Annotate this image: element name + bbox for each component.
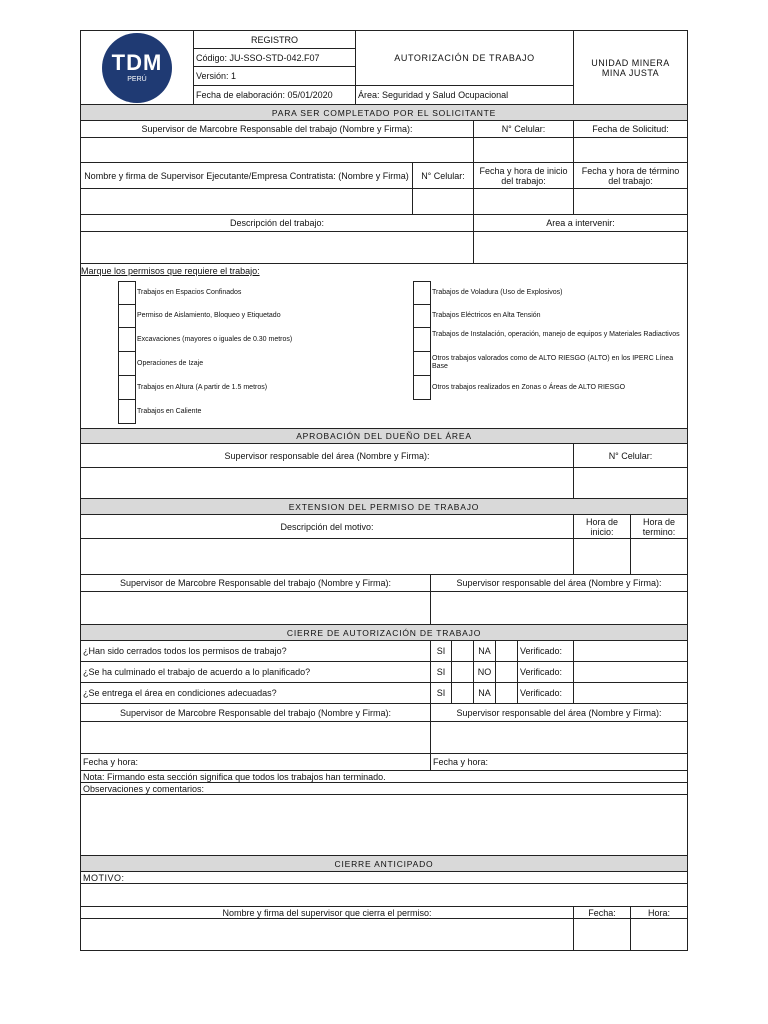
- unidad-line-2: MINA JUSTA: [601, 67, 660, 78]
- celular-input[interactable]: [473, 137, 574, 163]
- cierre-q2-no-label: NO: [473, 661, 496, 683]
- cierre-sup-marcobre-input[interactable]: [80, 721, 431, 754]
- cierre-q2-verificado-label: Verificado:: [517, 661, 574, 683]
- area-intervenir-label: Area a intervenir:: [473, 214, 688, 232]
- unidad-line-1: UNIDAD MINERA: [591, 57, 670, 68]
- aprob-sup-area-label: Supervisor responsable del área (Nombre y Firma):: [80, 443, 574, 468]
- permiso-right-1: Trabajos de Voladura (Uso de Explosivos): [432, 289, 563, 296]
- cierre-q1-verificado-input[interactable]: [573, 640, 688, 662]
- ext-sup-marcobre-label: Supervisor de Marcobre Responsable del trabajo (Nombre y Firma):: [80, 574, 431, 592]
- permisos-box: [80, 263, 688, 429]
- cierre-fecha-hora-1[interactable]: Fecha y hora:: [80, 753, 431, 771]
- logo-cell: [80, 30, 194, 105]
- n-celular-input[interactable]: [412, 188, 474, 215]
- anticipado-fecha-input[interactable]: [573, 918, 631, 951]
- ext-motivo-input[interactable]: [80, 538, 574, 575]
- cierre-question-3: ¿Se entrega el área en condiciones adecuadas?: [80, 682, 431, 704]
- permiso-right-2: Trabajos Eléctricos en Alta Tensión: [432, 312, 541, 319]
- checkbox-otros-alto-riesgo[interactable]: [413, 351, 431, 376]
- permiso-right-5: Otros trabajos realizados en Zonas o Áreas de ALTO RIESGO: [432, 384, 626, 391]
- checkbox-caliente[interactable]: [118, 399, 136, 424]
- descripcion-input[interactable]: [80, 231, 474, 264]
- section-cierre: CIERRE DE AUTORIZACIÓN DE TRABAJO: [80, 624, 688, 641]
- ext-sup-marcobre-input[interactable]: [80, 591, 431, 625]
- area-field: Área: Seguridad y Salud Ocupacional: [355, 85, 574, 105]
- ext-motivo-label: Descripción del motivo:: [80, 514, 574, 539]
- n-celular-label: N° Celular:: [412, 162, 474, 189]
- cierre-q1-si-box[interactable]: [451, 640, 474, 662]
- checkbox-excavaciones[interactable]: [118, 327, 136, 352]
- motivo-label: MOTIVO:: [80, 871, 688, 884]
- sup-ejecutante-input[interactable]: [80, 188, 413, 215]
- logo-subtext: PERÚ: [127, 75, 147, 83]
- fecha-elaboracion-field: Fecha de elaboración: 05/01/2020: [193, 85, 356, 105]
- permiso-left-5: Trabajos en Altura (A partir de 1.5 metros): [137, 384, 268, 391]
- cierre-q1-no-label: NA: [473, 640, 496, 662]
- aprob-celular-input[interactable]: [573, 467, 688, 499]
- unidad-minera-cell: [573, 30, 688, 105]
- checkbox-electricos[interactable]: [413, 304, 431, 328]
- cierre-q2-si-label: SI: [430, 661, 452, 683]
- cierre-q2-no-box[interactable]: [495, 661, 518, 683]
- anticipado-fecha-label: Fecha:: [573, 906, 631, 919]
- permiso-right-3: Trabajos de Instalación, operación, manejo de equipos y Materiales Radiactivos: [432, 331, 680, 338]
- cierre-q2-si-box[interactable]: [451, 661, 474, 683]
- cierre-q1-no-box[interactable]: [495, 640, 518, 662]
- anticipado-hora-input[interactable]: [630, 918, 688, 951]
- ext-hora-termino-input[interactable]: [630, 538, 688, 575]
- aprob-celular-label: N° Celular:: [573, 443, 688, 468]
- anticipado-hora-label: Hora:: [630, 906, 688, 919]
- checkbox-zonas-alto-riesgo[interactable]: [413, 375, 431, 400]
- descripcion-label: Descripción del trabajo:: [80, 214, 474, 232]
- fecha-solicitud-label: Fecha de Solicitud:: [573, 120, 688, 138]
- cierre-q2-verificado-input[interactable]: [573, 661, 688, 683]
- fecha-termino-label: Fecha y hora de término del trabajo:: [573, 162, 688, 189]
- logo-text: TDM: [111, 49, 163, 75]
- sup-marcobre-label: Supervisor de Marcobre Responsable del trabajo (Nombre y Firma):: [80, 120, 474, 138]
- fecha-inicio-label: Fecha y hora de inicio del trabajo:: [473, 162, 574, 189]
- motivo-input[interactable]: [80, 883, 688, 907]
- cierre-sup-marcobre-label: Supervisor de Marcobre Responsable del trabajo (Nombre y Firma):: [80, 703, 431, 722]
- celular-label: N° Celular:: [473, 120, 574, 138]
- section-cierre-anticipado: CIERRE ANTICIPADO: [80, 855, 688, 872]
- area-intervenir-input[interactable]: [473, 231, 688, 264]
- permiso-left-4: Operaciones de Izaje: [137, 360, 204, 367]
- cierre-sup-area-input[interactable]: [430, 721, 688, 754]
- section-extension: EXTENSION DEL PERMISO DE TRABAJO: [80, 498, 688, 515]
- fecha-inicio-input[interactable]: [473, 188, 574, 215]
- permiso-left-3: Excavaciones (mayores o iguales de 0.30 metros): [137, 336, 293, 343]
- cierre-question-2: ¿Se ha culminado el trabajo de acuerdo a lo planificado?: [80, 661, 431, 683]
- checkbox-altura[interactable]: [118, 375, 136, 400]
- checkbox-izaje[interactable]: [118, 351, 136, 376]
- anticipado-nombre-input[interactable]: [80, 918, 574, 951]
- marque-permisos-label: Marque los permisos que requiere el trabajo:: [81, 266, 260, 276]
- checkbox-aislamiento[interactable]: [118, 304, 136, 328]
- cierre-q3-si-label: SI: [430, 682, 452, 704]
- checkbox-voladura[interactable]: [413, 281, 431, 305]
- checkbox-radiactivos[interactable]: [413, 327, 431, 352]
- cierre-q1-verificado-label: Verificado:: [517, 640, 574, 662]
- permiso-left-2: Permiso de Aislamiento, Bloqueo y Etiquetado: [137, 312, 281, 319]
- fecha-solicitud-input[interactable]: [573, 137, 688, 163]
- codigo-field: Código: JU-SSO-STD-042.F07: [193, 48, 356, 67]
- ext-hora-inicio-input[interactable]: [573, 538, 631, 575]
- cierre-q3-si-box[interactable]: [451, 682, 474, 704]
- sup-ejecutante-label: Nombre y firma de Supervisor Ejecutante/Empresa Contratista: (Nombre y Firma): [80, 162, 413, 189]
- cierre-question-1: ¿Han sido cerrados todos los permisos de trabajo?: [80, 640, 431, 662]
- observaciones-input[interactable]: [80, 794, 688, 856]
- cierre-sup-area-label: Supervisor responsable del área (Nombre y Firma):: [430, 703, 688, 722]
- cierre-q1-si-label: SI: [430, 640, 452, 662]
- permiso-left-1: Trabajos en Espacios Confinados: [137, 289, 242, 296]
- cierre-nota: Nota: Firmando esta sección significa que todos los trabajos han terminado.: [80, 770, 688, 783]
- registro-label: REGISTRO: [193, 30, 356, 49]
- cierre-q3-no-label: NA: [473, 682, 496, 704]
- sup-marcobre-input[interactable]: [80, 137, 474, 163]
- version-field: Versión: 1: [193, 66, 356, 86]
- ext-hora-termino-label: Hora de termino:: [630, 514, 688, 539]
- section-aprobacion: APROBACIÓN DEL DUEÑO DEL ÁREA: [80, 428, 688, 444]
- cierre-q3-no-box[interactable]: [495, 682, 518, 704]
- permiso-left-6: Trabajos en Caliente: [137, 408, 202, 415]
- aprob-sup-area-input[interactable]: [80, 467, 574, 499]
- cierre-q3-verificado-label: Verificado:: [517, 682, 574, 704]
- permiso-right-4: Otros trabajos valorados como de ALTO RIESGO (ALTO) en los IPERC Línea Base: [432, 355, 674, 370]
- fecha-termino-input[interactable]: [573, 188, 688, 215]
- section-solicitante: PARA SER COMPLETADO POR EL SOLICITANTE: [80, 104, 688, 121]
- observaciones-label: Observaciones y comentarios:: [80, 782, 688, 795]
- document-title: AUTORIZACIÓN DE TRABAJO: [355, 30, 574, 86]
- ext-hora-inicio-label: Hora de inicio:: [573, 514, 631, 539]
- ext-sup-area-label: Supervisor responsable del área (Nombre y Firma):: [430, 574, 688, 592]
- checkbox-espacios-confinados[interactable]: [118, 281, 136, 305]
- ext-sup-area-input[interactable]: [430, 591, 688, 625]
- cierre-q3-verificado-input[interactable]: [573, 682, 688, 704]
- anticipado-nombre-label: Nombre y firma del supervisor que cierra el permiso:: [80, 906, 574, 919]
- cierre-fecha-hora-2[interactable]: Fecha y hora:: [430, 753, 688, 771]
- tdm-logo: [102, 33, 172, 103]
